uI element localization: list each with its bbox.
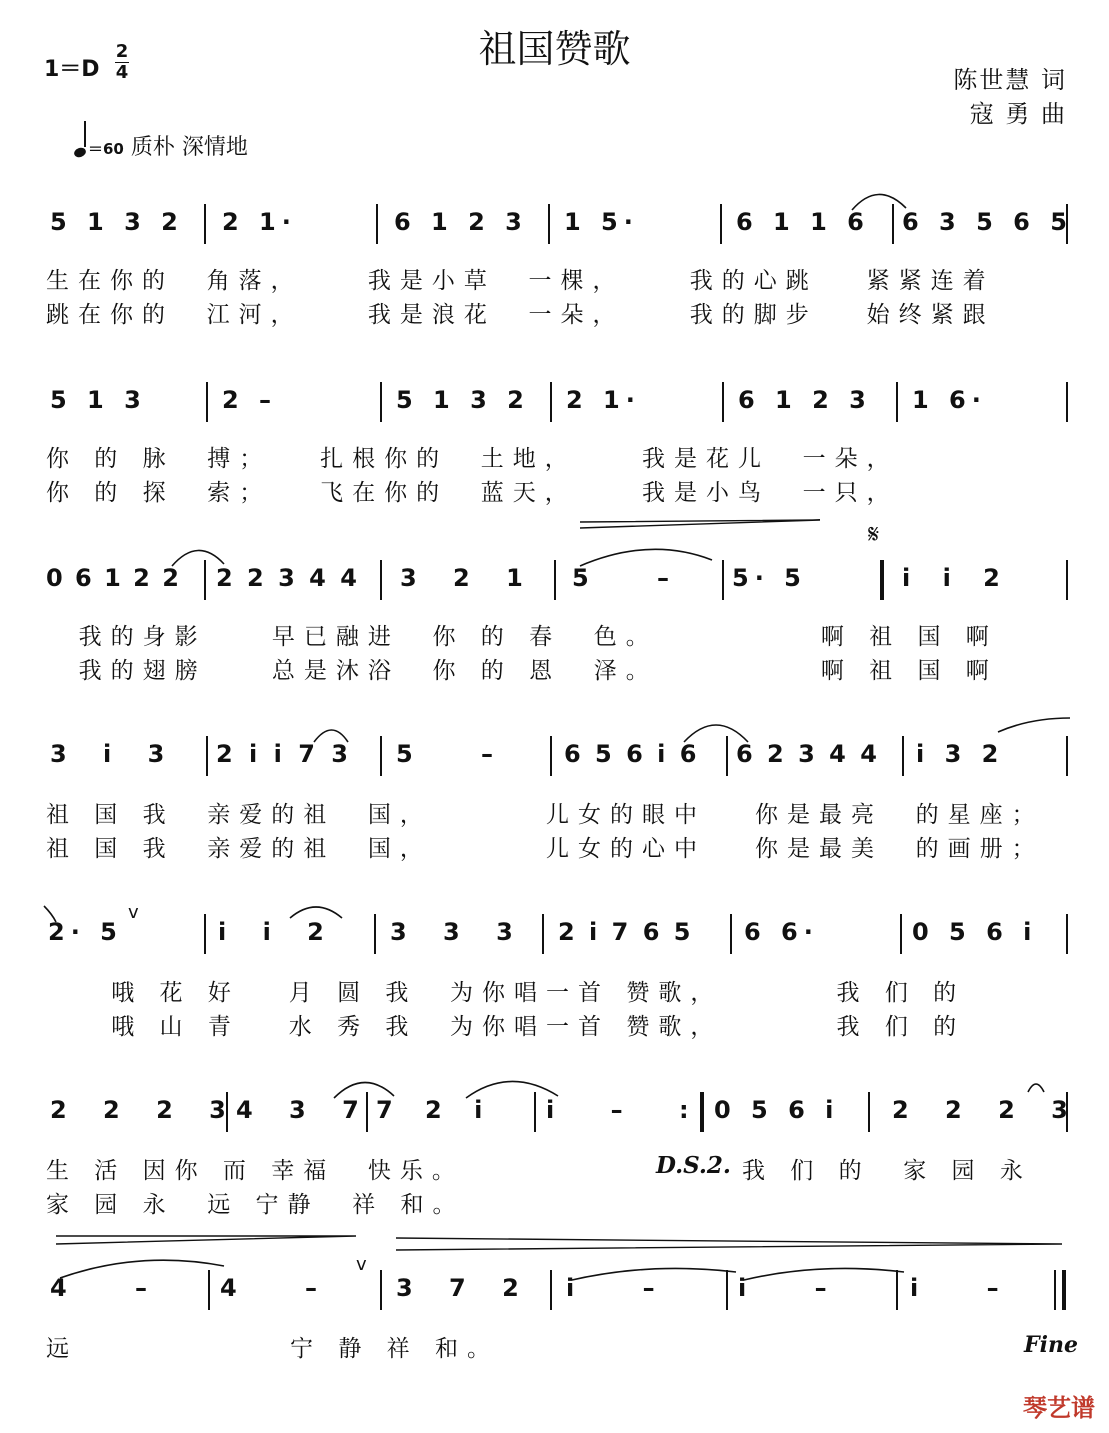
lyric-line: 祖 国 我 亲爱的祖 国， 儿女的心中 你是最美 的画册； [46, 836, 1044, 862]
music-line-1 [46, 200, 1073, 252]
measure: 6 2 3 4 4 [736, 740, 880, 768]
barline [550, 382, 552, 422]
lyric-line: 哦 花 好 月 圆 我 为你唱一首 赞歌， 我 们 的 [46, 980, 966, 1006]
barline [534, 1092, 536, 1132]
page-title: 祖国赞歌 [478, 27, 631, 71]
measure: 2 i i 7 3 [216, 740, 352, 768]
measure: i – : [546, 1096, 713, 1124]
note-stem [84, 121, 86, 147]
measure: 6 1 2 3 [738, 386, 872, 414]
barline [380, 1270, 382, 1310]
barline [380, 382, 382, 422]
lyric-line: 祖 国 我 亲爱的祖 国， 儿女的眼中 你是最亮 的星座； [46, 802, 1044, 828]
breath-mark-icon: v [128, 902, 139, 923]
barline [548, 204, 550, 244]
measure: 6 6· [744, 918, 819, 946]
measure: 2 1· [566, 386, 641, 414]
barline [208, 1270, 210, 1310]
barline [376, 204, 378, 244]
barline [550, 1270, 552, 1310]
barline [550, 736, 552, 776]
measure: 0 6 1 2 2 [46, 564, 181, 592]
barline [720, 204, 722, 244]
quarter-note-icon [73, 146, 87, 159]
measure: 6 1 1 6 [736, 208, 870, 236]
music-line-4 [46, 732, 1070, 784]
measure: 2 2 2 3 [892, 1096, 1082, 1124]
measure: i – [910, 1274, 1029, 1302]
barline [1066, 204, 1068, 244]
barline [380, 560, 382, 600]
lyric-line: 我的翅膀 总是沐浴 你 的 恩 泽。 啊 祖 国 啊 [46, 658, 998, 684]
measure: i i 2 [902, 564, 1012, 592]
time-signature-top: 2 [115, 41, 129, 62]
barline [722, 560, 724, 600]
lyric-line: 我的身影 早已融进 你 的 春 色。 啊 祖 国 啊 [46, 624, 998, 650]
lyric-line: 你 的 探 索； 飞在你的 蓝天， 我是小鸟 一只， [46, 480, 899, 506]
barline [900, 914, 902, 954]
lyric-line: 你 的 脉 搏； 扎根你的 土地， 我是花儿 一朵， [46, 446, 899, 472]
measure: 2 1· [222, 208, 297, 236]
barline [722, 382, 724, 422]
music-line-7 [46, 1266, 1070, 1318]
barline [892, 204, 894, 244]
measure: 5 1 3 [50, 386, 147, 414]
barline [868, 1092, 870, 1132]
segno-icon: 𝄋 [868, 520, 880, 550]
barline [542, 914, 544, 954]
measure: 3 3 3 [390, 918, 527, 946]
barline [206, 736, 208, 776]
measure: 2 2 3 4 4 [216, 564, 360, 592]
lyric-line: 生 活 因你 而 幸福 快乐。 [46, 1158, 464, 1184]
composer-credit: 寇 勇 曲 [969, 100, 1067, 128]
measure: 0 5 6 i [714, 1096, 840, 1124]
lyric-line: 跳在你的 江河， 我是浪花 一朵， 我的脚步 始终紧跟 [46, 302, 995, 328]
measure: 3 2 1 [400, 564, 537, 592]
barline [204, 560, 206, 600]
measure: i – [566, 1274, 685, 1302]
music-line-6 [46, 1088, 1082, 1140]
measure: 6 1 2 3 [394, 208, 528, 236]
lyric-line: 我 们 的 家 园 永 [742, 1158, 1032, 1184]
ds-marking: D.S.2. [656, 1152, 731, 1179]
measure: i i 2 [218, 918, 338, 946]
measure: i 3 2 [916, 740, 1005, 768]
lyric-line: 哦 山 青 水 秀 我 为你唱一首 赞歌， 我 们 的 [46, 1014, 966, 1040]
measure: 4 3 7 [236, 1096, 373, 1124]
music-line-3 [46, 556, 1070, 608]
barline [554, 560, 556, 600]
barline [880, 560, 884, 600]
measure: 3 7 2 [396, 1274, 533, 1302]
lyricist-credit: 陈世慧 词 [953, 66, 1067, 94]
tempo-marking [74, 128, 248, 161]
barline [902, 736, 904, 776]
lyric-line: 家 园 永 远 宁静 祥 和。 [46, 1192, 465, 1218]
measure: 5· 5 [732, 564, 807, 592]
lyric-line: 生在你的 角落， 我是小草 一棵， 我的心跳 紧紧连着 [46, 268, 995, 294]
measure: 7 2 i [376, 1096, 495, 1124]
measure: 6 3 5 6 5 [902, 208, 1073, 236]
final-barline-thick [1062, 1270, 1066, 1310]
measure: 5 1 3 2 [396, 386, 530, 414]
barline [730, 914, 732, 954]
barline [204, 914, 206, 954]
measure: 3 i 3 [50, 740, 179, 768]
barline [204, 204, 206, 244]
measure: 5 – [396, 740, 524, 768]
barline [1066, 560, 1068, 600]
measure: 6 5 6 i 6 [564, 740, 700, 768]
fine-marking: Fine [1024, 1332, 1078, 1358]
measure: 4 – [50, 1274, 178, 1302]
lyric-line: 远 宁 静 祥 和。 [46, 1336, 499, 1362]
time-signature [114, 42, 130, 83]
measure: 5 – [572, 564, 700, 592]
time-signature-bottom: 4 [115, 62, 129, 83]
barline [1066, 914, 1068, 954]
watermark-logo: 琴艺谱 [1023, 1394, 1095, 1422]
measure: 2 i 7 6 5 [558, 918, 694, 946]
barline [380, 736, 382, 776]
barline [896, 382, 898, 422]
barline [1066, 382, 1068, 422]
key-signature: 1＝D [44, 57, 100, 82]
measure: 2 2 2 3 [50, 1096, 240, 1124]
final-barline-thin [1054, 1270, 1056, 1310]
breath-mark-icon: v [356, 1254, 367, 1275]
barline [726, 1270, 728, 1310]
barline [726, 736, 728, 776]
barline [374, 914, 376, 954]
measure: 1 6· [912, 386, 987, 414]
repeat-barline [700, 1092, 704, 1132]
measure: 4 – [220, 1274, 348, 1302]
barline [226, 1092, 228, 1132]
tempo-expression: 质朴 深情地 [130, 135, 248, 160]
tempo-bpm: ＝60 [88, 140, 124, 158]
music-line-5 [46, 910, 1070, 962]
music-line-2 [46, 378, 1070, 430]
measure: 0 5 6 i [912, 918, 1038, 946]
barline [366, 1092, 368, 1132]
measure: 2· 5 [48, 918, 123, 946]
barline [206, 382, 208, 422]
measure: i – [738, 1274, 857, 1302]
measure: 2 – [222, 386, 278, 414]
barline [1066, 736, 1068, 776]
barline [1066, 1092, 1068, 1132]
barline [896, 1270, 898, 1310]
measure: 1 5· [564, 208, 639, 236]
measure: 5 1 3 2 [50, 208, 184, 236]
